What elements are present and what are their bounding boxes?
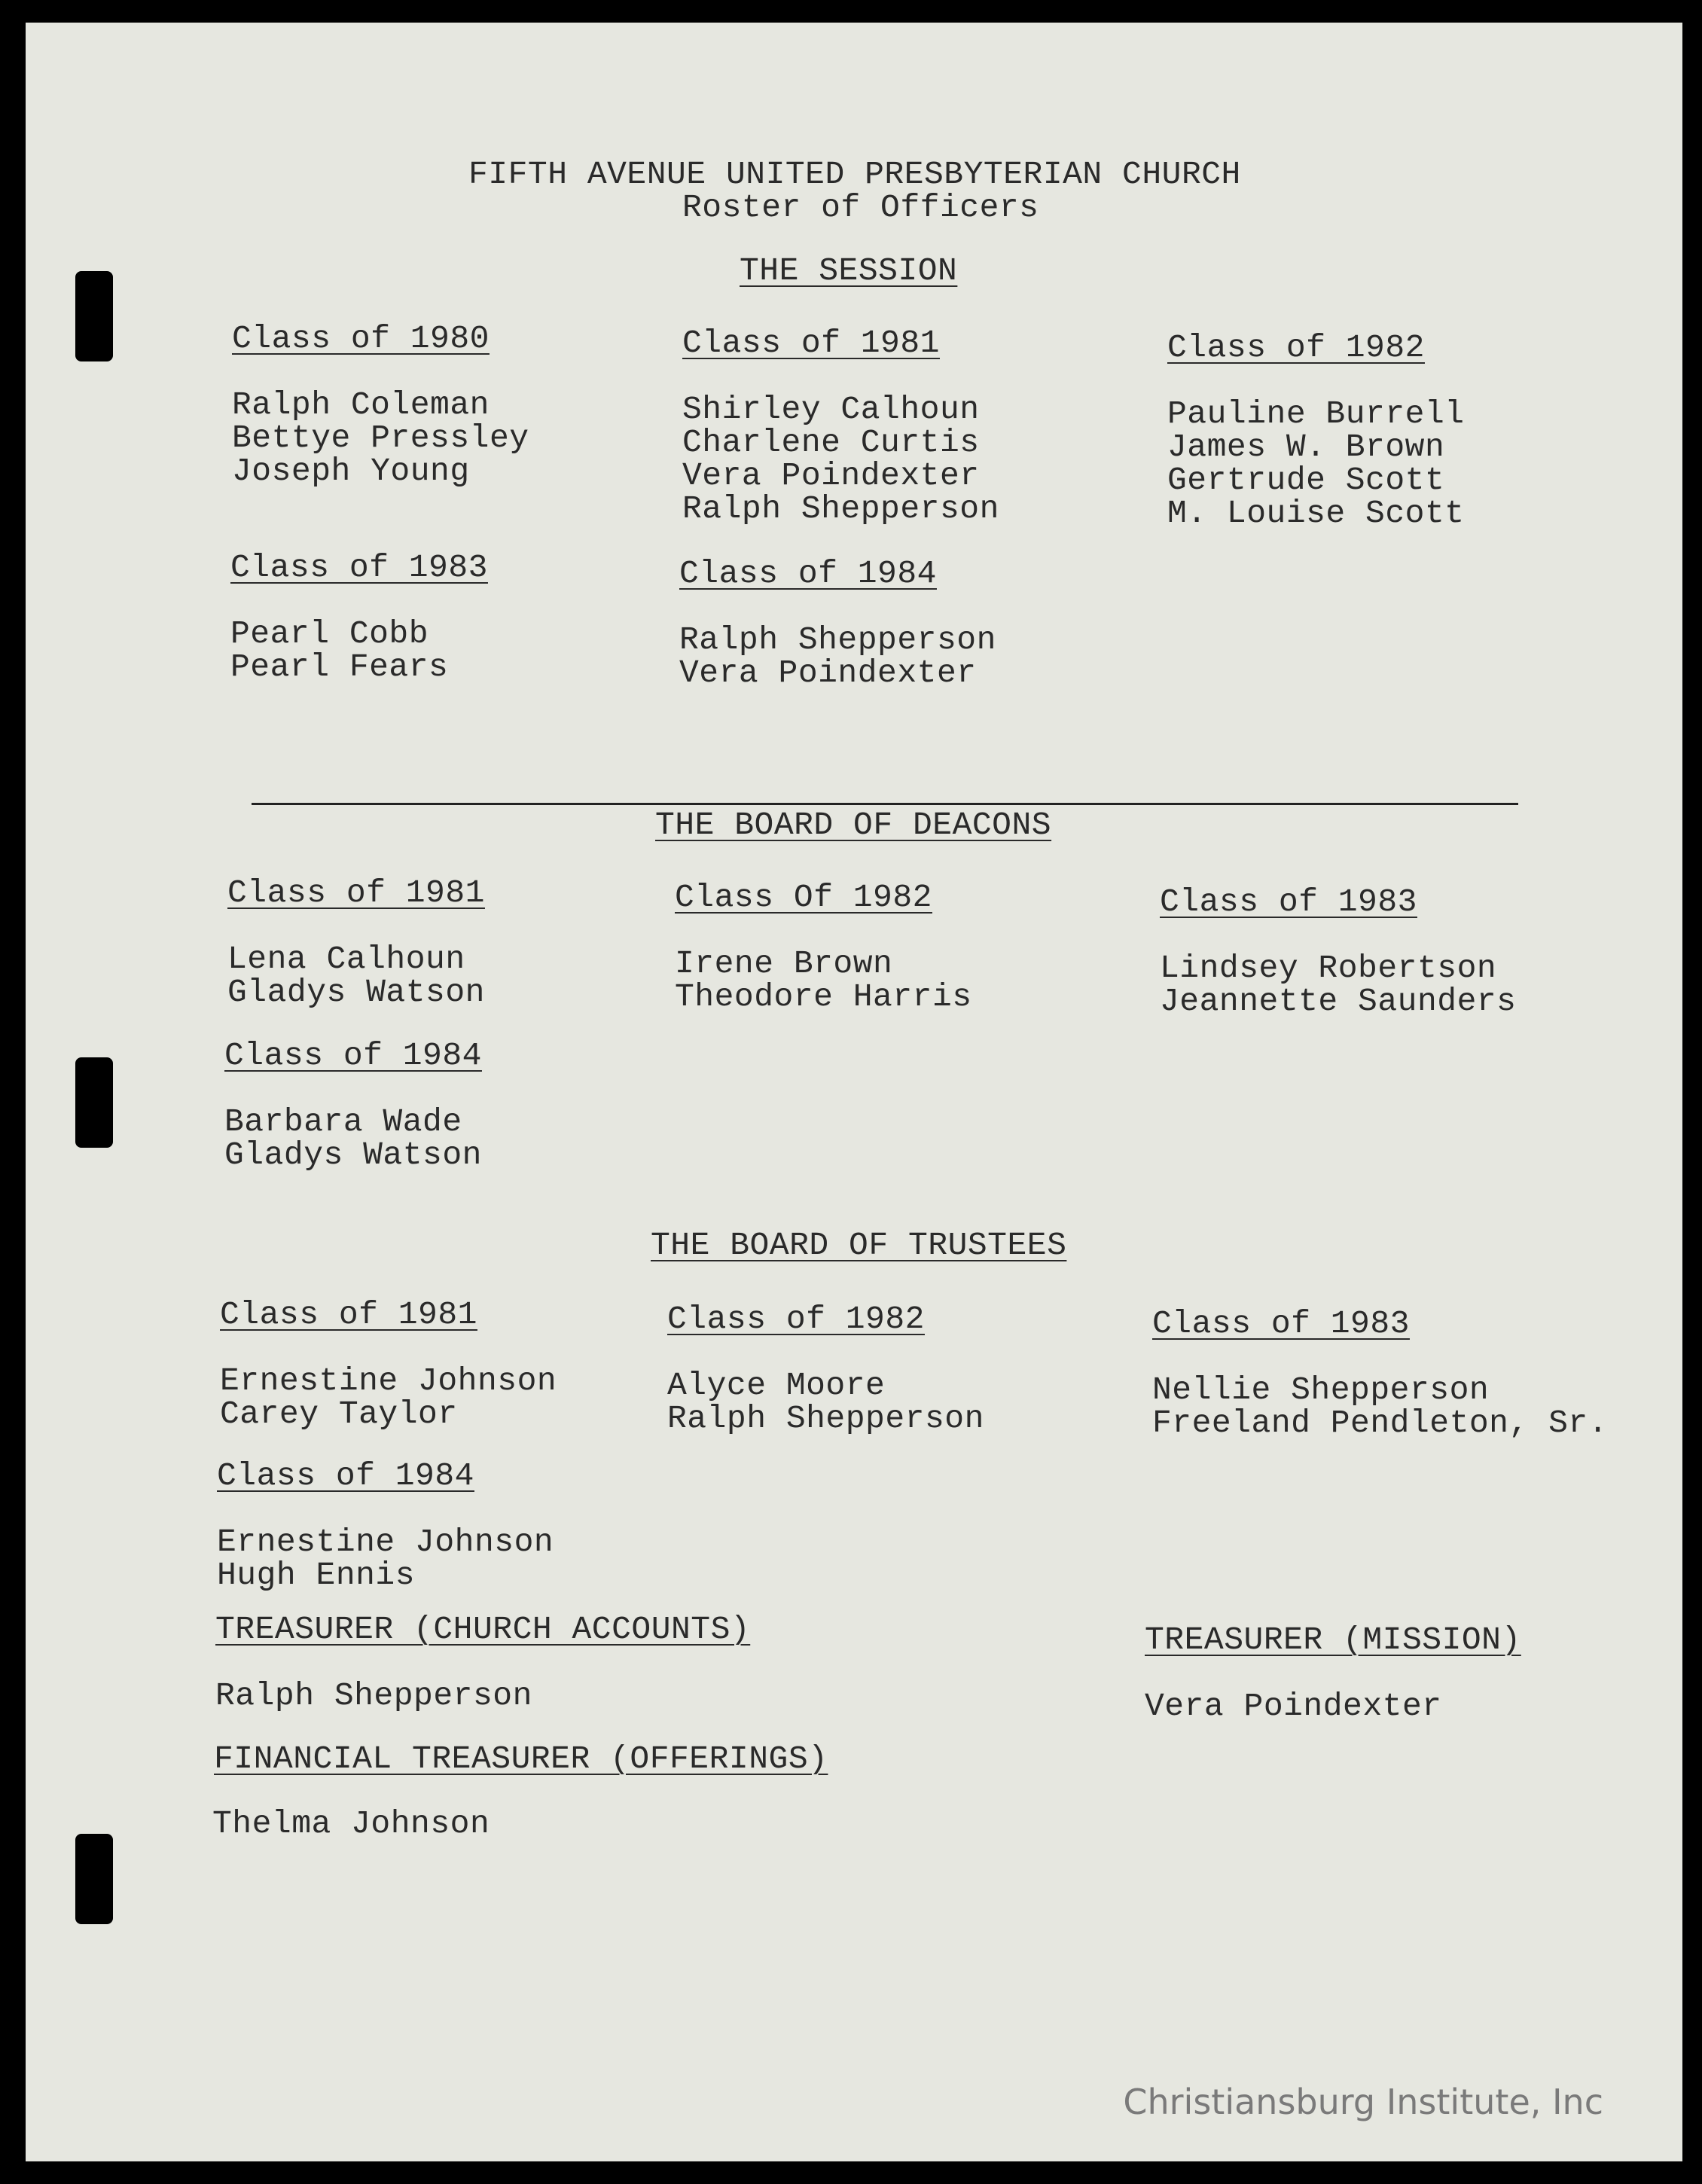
binder-hole bbox=[75, 271, 113, 361]
member-name: Ernestine Johnson bbox=[217, 1524, 554, 1560]
member-name: Bettye Pressley bbox=[232, 419, 529, 456]
member-name: Ralph Shepperson bbox=[682, 490, 999, 527]
treasurer-heading: TREASURER (CHURCH ACCOUNTS) bbox=[215, 1611, 751, 1648]
class-heading: Class of 1982 bbox=[667, 1301, 925, 1338]
member-name: Pearl Fears bbox=[230, 648, 449, 685]
class-heading: Class of 1983 bbox=[230, 549, 488, 586]
name-list bbox=[232, 386, 529, 490]
section-heading-trustees: THE BOARD OF TRUSTEES bbox=[651, 1227, 1067, 1264]
name-list bbox=[220, 1362, 557, 1432]
name-list bbox=[682, 393, 999, 526]
name-list bbox=[224, 1103, 482, 1173]
member-name: Charlene Curtis bbox=[682, 424, 980, 461]
member-name: Shirley Calhoun bbox=[682, 391, 980, 428]
name-list bbox=[1167, 395, 1465, 532]
member-name: Lindsey Robertson bbox=[1160, 950, 1497, 987]
class-heading: Class of 1983 bbox=[1152, 1305, 1410, 1342]
member-name: Irene Brown bbox=[675, 945, 893, 982]
name-list bbox=[230, 615, 449, 685]
member-name: Gladys Watson bbox=[227, 974, 485, 1011]
member-name: Ralph Coleman bbox=[232, 386, 490, 423]
member-name: Theodore Harris bbox=[675, 978, 972, 1015]
member-name: Gladys Watson bbox=[224, 1136, 482, 1173]
name-list bbox=[1160, 952, 1516, 1018]
member-name: M. Louise Scott bbox=[1167, 495, 1465, 532]
member-name: Freeland Pendleton, Sr. bbox=[1152, 1405, 1608, 1441]
binder-hole bbox=[75, 1057, 113, 1148]
name-list bbox=[679, 621, 996, 691]
watermark: Christiansburg Institute, Inc bbox=[1123, 2082, 1603, 2122]
class-heading: Class of 1983 bbox=[1160, 883, 1417, 920]
member-name: Lena Calhoun bbox=[227, 941, 465, 978]
section-heading-session: THE SESSION bbox=[740, 252, 958, 289]
document-title: FIFTH AVENUE UNITED PRESBYTERIAN CHURCH bbox=[468, 156, 1241, 193]
treasurer-heading: TREASURER (MISSION) bbox=[1145, 1621, 1521, 1658]
class-heading: Class of 1980 bbox=[232, 320, 490, 357]
member-name: Ralph Shepperson bbox=[679, 621, 996, 658]
section-divider bbox=[252, 803, 1518, 805]
class-heading: Class of 1984 bbox=[679, 555, 937, 592]
treasurer-heading: FINANCIAL TREASURER (OFFERINGS) bbox=[214, 1740, 828, 1777]
member-name: Hugh Ennis bbox=[217, 1557, 416, 1594]
name-list bbox=[217, 1526, 554, 1592]
treasurer-name: Ralph Shepperson bbox=[215, 1677, 532, 1714]
name-list bbox=[675, 947, 972, 1014]
class-heading: Class of 1984 bbox=[217, 1457, 474, 1494]
class-heading: Class of 1982 bbox=[1167, 329, 1425, 366]
member-name: Alyce Moore bbox=[667, 1367, 886, 1404]
class-heading: Class of 1981 bbox=[227, 874, 485, 911]
member-name: Ernestine Johnson bbox=[220, 1362, 557, 1399]
member-name: Jeannette Saunders bbox=[1160, 983, 1517, 1020]
class-heading: Class of 1981 bbox=[682, 325, 940, 361]
member-name: Joseph Young bbox=[232, 453, 470, 490]
binder-hole bbox=[75, 1834, 113, 1924]
class-heading: Class of 1981 bbox=[220, 1296, 477, 1333]
document-subtitle: Roster of Officers bbox=[682, 189, 1039, 226]
member-name: Nellie Shepperson bbox=[1152, 1371, 1490, 1408]
member-name: Ralph Shepperson bbox=[667, 1400, 984, 1437]
section-heading-deacons: THE BOARD OF DEACONS bbox=[655, 807, 1052, 843]
document-page bbox=[26, 23, 1682, 2161]
treasurer-name: Vera Poindexter bbox=[1145, 1688, 1442, 1725]
member-name: Gertrude Scott bbox=[1167, 462, 1445, 499]
member-name: Carey Taylor bbox=[220, 1396, 458, 1432]
member-name: Vera Poindexter bbox=[682, 457, 980, 494]
member-name: James W. Brown bbox=[1167, 429, 1445, 465]
member-name: Vera Poindexter bbox=[679, 654, 977, 691]
member-name: Barbara Wade bbox=[224, 1103, 462, 1140]
class-heading: Class Of 1982 bbox=[675, 879, 932, 916]
name-list bbox=[667, 1369, 984, 1435]
treasurer-name: Thelma Johnson bbox=[212, 1805, 490, 1842]
name-list bbox=[1152, 1371, 1608, 1441]
member-name: Pauline Burrell bbox=[1167, 395, 1465, 432]
member-name: Pearl Cobb bbox=[230, 615, 429, 652]
name-list bbox=[227, 943, 485, 1009]
class-heading: Class of 1984 bbox=[224, 1037, 482, 1074]
